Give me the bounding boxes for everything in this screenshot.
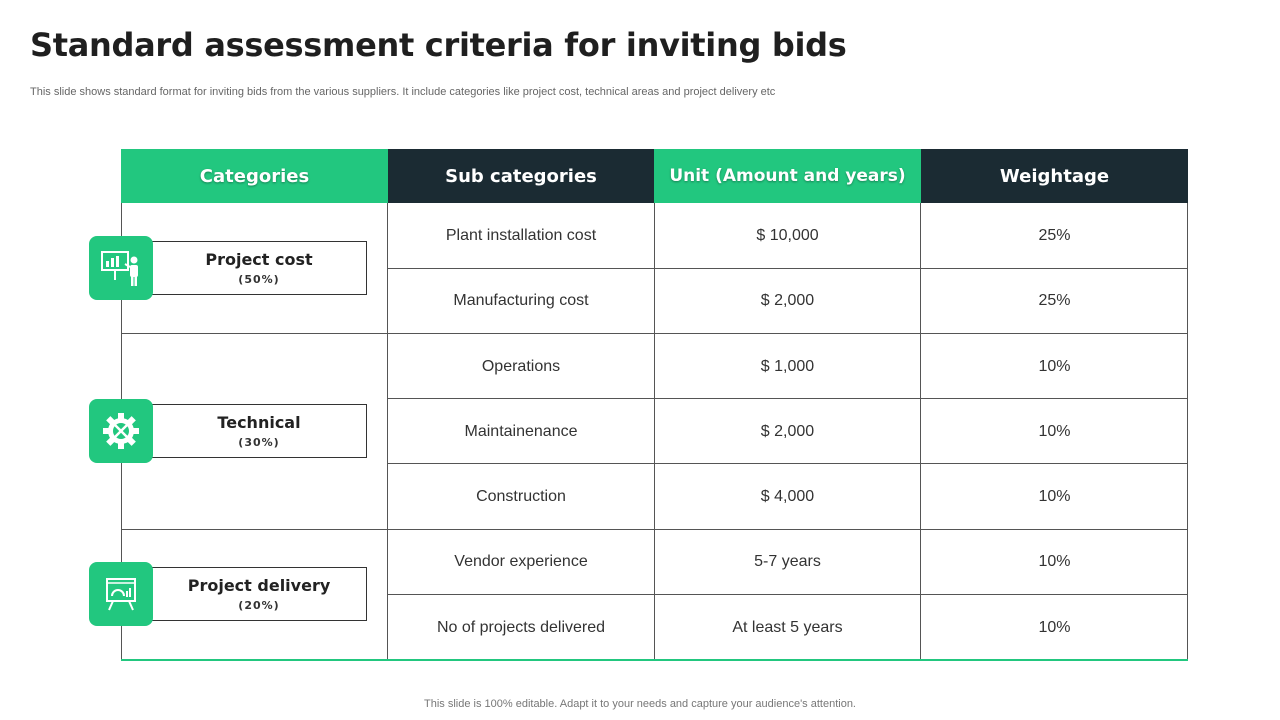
unit-cell: At least 5 years [732,618,843,636]
category-project-cost [151,241,367,295]
sub-category-cell: Construction [476,487,566,505]
page-title: Standard assessment criteria for inviting bids [30,26,847,64]
header-sub-categories: Sub categories [388,149,654,203]
sub-category-cell: Vendor experience [454,552,588,570]
unit-cell: $ 10,000 [756,226,819,244]
sub-category-cell: Operations [481,357,561,375]
page-subtitle: This slide shows standard format for inviting bids from the various suppliers. It include categories like project cost, technical areas and project delivery etc [30,86,776,98]
category-percent: (50%) [238,273,280,286]
gear-tools-icon [89,399,153,463]
unit-cell: $ 4,000 [760,487,815,505]
footer-note: This slide is 100% editable. Adapt it to your needs and capture your audience's attention. [424,698,856,710]
sub-category-cell: Manufacturing cost [453,291,589,309]
unit-cell: 5-7 years [754,552,821,570]
presentation-icon [89,236,153,300]
header-categories: Categories [121,149,388,203]
sub-category-cell: No of projects delivered [436,618,606,636]
sub-category-cell: Maintainenance [464,422,578,440]
header-unit: Unit (Amount and years) [654,149,921,203]
weightage-cell: 10% [1038,552,1071,570]
category-name: Project cost [205,250,313,269]
weightage-cell: 10% [1038,487,1071,505]
category-project-delivery [151,567,367,621]
table-bottom-accent [121,659,1188,661]
weightage-cell: 10% [1038,422,1071,440]
weightage-cell: 25% [1038,226,1071,244]
category-name: Technical [217,413,301,432]
weightage-cell: 10% [1038,618,1071,636]
weightage-cell: 10% [1038,357,1071,375]
unit-cell: $ 1,000 [760,357,815,375]
unit-cell: $ 2,000 [760,422,815,440]
sub-category-cell: Plant installation cost [445,226,597,244]
category-name: Project delivery [187,576,331,595]
category-technical [151,404,367,458]
unit-cell: $ 2,000 [760,291,815,309]
weightage-cell: 25% [1038,291,1071,309]
board-chart-icon [89,562,153,626]
header-weightage: Weightage [921,149,1188,203]
category-percent: (20%) [238,599,280,612]
category-percent: (30%) [238,436,280,449]
